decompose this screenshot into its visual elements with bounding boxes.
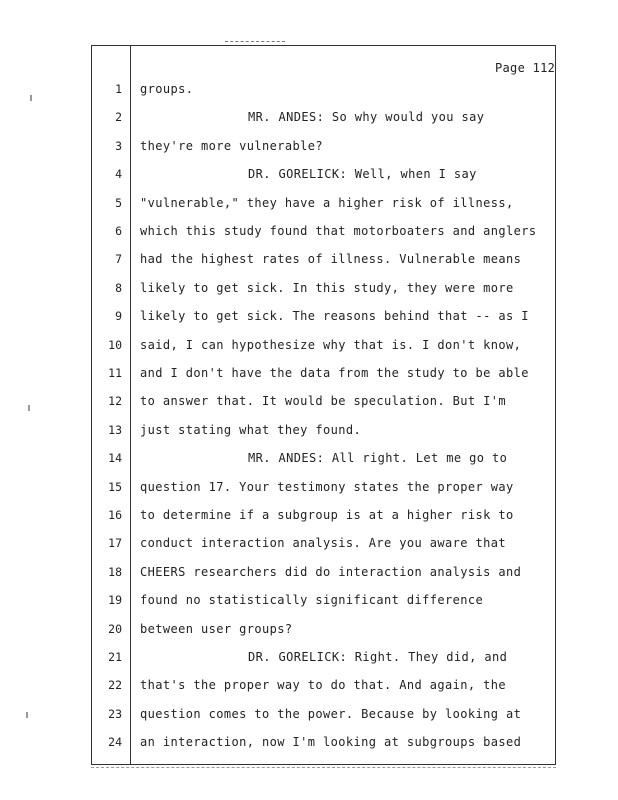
transcript-line xyxy=(0,167,618,187)
transcript-line xyxy=(0,707,618,727)
transcript-line xyxy=(0,338,618,358)
transcript-line xyxy=(0,139,618,159)
line-number: 19 xyxy=(108,593,122,608)
line-text: DR. GORELICK: Well, when I say xyxy=(248,167,477,182)
transcript-line xyxy=(0,394,618,414)
line-number: 12 xyxy=(108,394,122,409)
transcript-line xyxy=(0,678,618,698)
page-number: Page 112 xyxy=(495,61,556,75)
line-text: DR. GORELICK: Right. They did, and xyxy=(248,650,508,664)
line-text: to answer that. It would be speculation. But I'm xyxy=(140,394,506,409)
line-number: 18 xyxy=(108,564,122,579)
line-number: 21 xyxy=(108,650,122,664)
line-number: 4 xyxy=(115,167,122,182)
line-text: they're more vulnerable? xyxy=(140,138,323,153)
line-text: "vulnerable," they have a higher risk of illness, xyxy=(140,195,514,210)
transcript-line xyxy=(0,536,618,556)
transcript-line xyxy=(0,622,618,642)
line-number: 22 xyxy=(108,678,122,693)
scan-speck xyxy=(28,405,30,411)
line-text: MR. ANDES: So why would you say xyxy=(248,110,485,125)
scan-speck xyxy=(30,95,32,101)
transcript-line xyxy=(0,224,618,244)
line-text: an interaction, now I'm looking at subgroups based xyxy=(140,735,522,750)
line-number: 5 xyxy=(115,195,122,210)
transcript-line xyxy=(0,82,618,102)
line-number: 2 xyxy=(115,110,122,125)
transcript-line xyxy=(0,508,618,528)
transcript-line xyxy=(0,366,618,386)
line-text: said, I can hypothesize why that is. I don't know, xyxy=(140,337,522,352)
line-number: 23 xyxy=(108,706,122,721)
line-number: 1 xyxy=(115,82,122,96)
line-text: and I don't have the data from the study to be able xyxy=(140,366,529,380)
transcript-line xyxy=(0,735,618,755)
transcript-line xyxy=(0,110,618,130)
transcript-line xyxy=(0,565,618,585)
transcript-line xyxy=(0,593,618,613)
line-number: 13 xyxy=(108,422,122,437)
line-text: had the highest rates of illness. Vulnerable means xyxy=(140,252,522,267)
line-text: between user groups? xyxy=(140,621,293,636)
line-number: 20 xyxy=(108,621,122,636)
line-text: which this study found that motorboaters and anglers xyxy=(140,224,537,238)
line-text: found no statistically significant difference xyxy=(140,593,484,608)
transcript-line xyxy=(0,423,618,443)
transcript-line xyxy=(0,480,618,500)
footer-rule xyxy=(91,767,556,768)
line-number: 16 xyxy=(108,508,122,522)
scan-top-mark xyxy=(225,41,285,45)
line-text: MR. ANDES: All right. Let me go to xyxy=(248,451,508,466)
transcript-line xyxy=(0,650,618,670)
line-text: CHEERS researchers did do interaction analysis and xyxy=(140,564,522,579)
scan-speck xyxy=(26,712,28,718)
transcript-line xyxy=(0,309,618,329)
line-number: 8 xyxy=(115,280,122,295)
line-number: 6 xyxy=(115,224,122,238)
line-number: 11 xyxy=(108,366,122,380)
line-number: 15 xyxy=(108,479,122,494)
transcript-line xyxy=(0,451,618,471)
line-number: 10 xyxy=(108,337,122,352)
line-text: to determine if a subgroup is at a higher risk to xyxy=(140,508,514,522)
line-text: groups. xyxy=(140,82,194,96)
line-text: likely to get sick. The reasons behind that -- as I xyxy=(140,309,529,324)
transcript-line xyxy=(0,196,618,216)
line-number: 3 xyxy=(115,138,122,153)
line-number: 7 xyxy=(115,252,122,267)
line-text: question 17. Your testimony states the proper way xyxy=(140,479,514,494)
transcript-line xyxy=(0,252,618,272)
transcript-line xyxy=(0,281,618,301)
line-number: 9 xyxy=(115,309,122,324)
line-text: likely to get sick. In this study, they were more xyxy=(140,280,514,295)
line-number: 14 xyxy=(108,451,122,466)
line-number: 17 xyxy=(108,536,122,551)
line-text: conduct interaction analysis. Are you aware that xyxy=(140,536,506,551)
line-text: question comes to the power. Because by looking at xyxy=(140,706,522,721)
line-number: 24 xyxy=(108,735,122,750)
line-text: that's the proper way to do that. And again, the xyxy=(140,678,506,693)
line-text: just stating what they found. xyxy=(140,422,362,437)
